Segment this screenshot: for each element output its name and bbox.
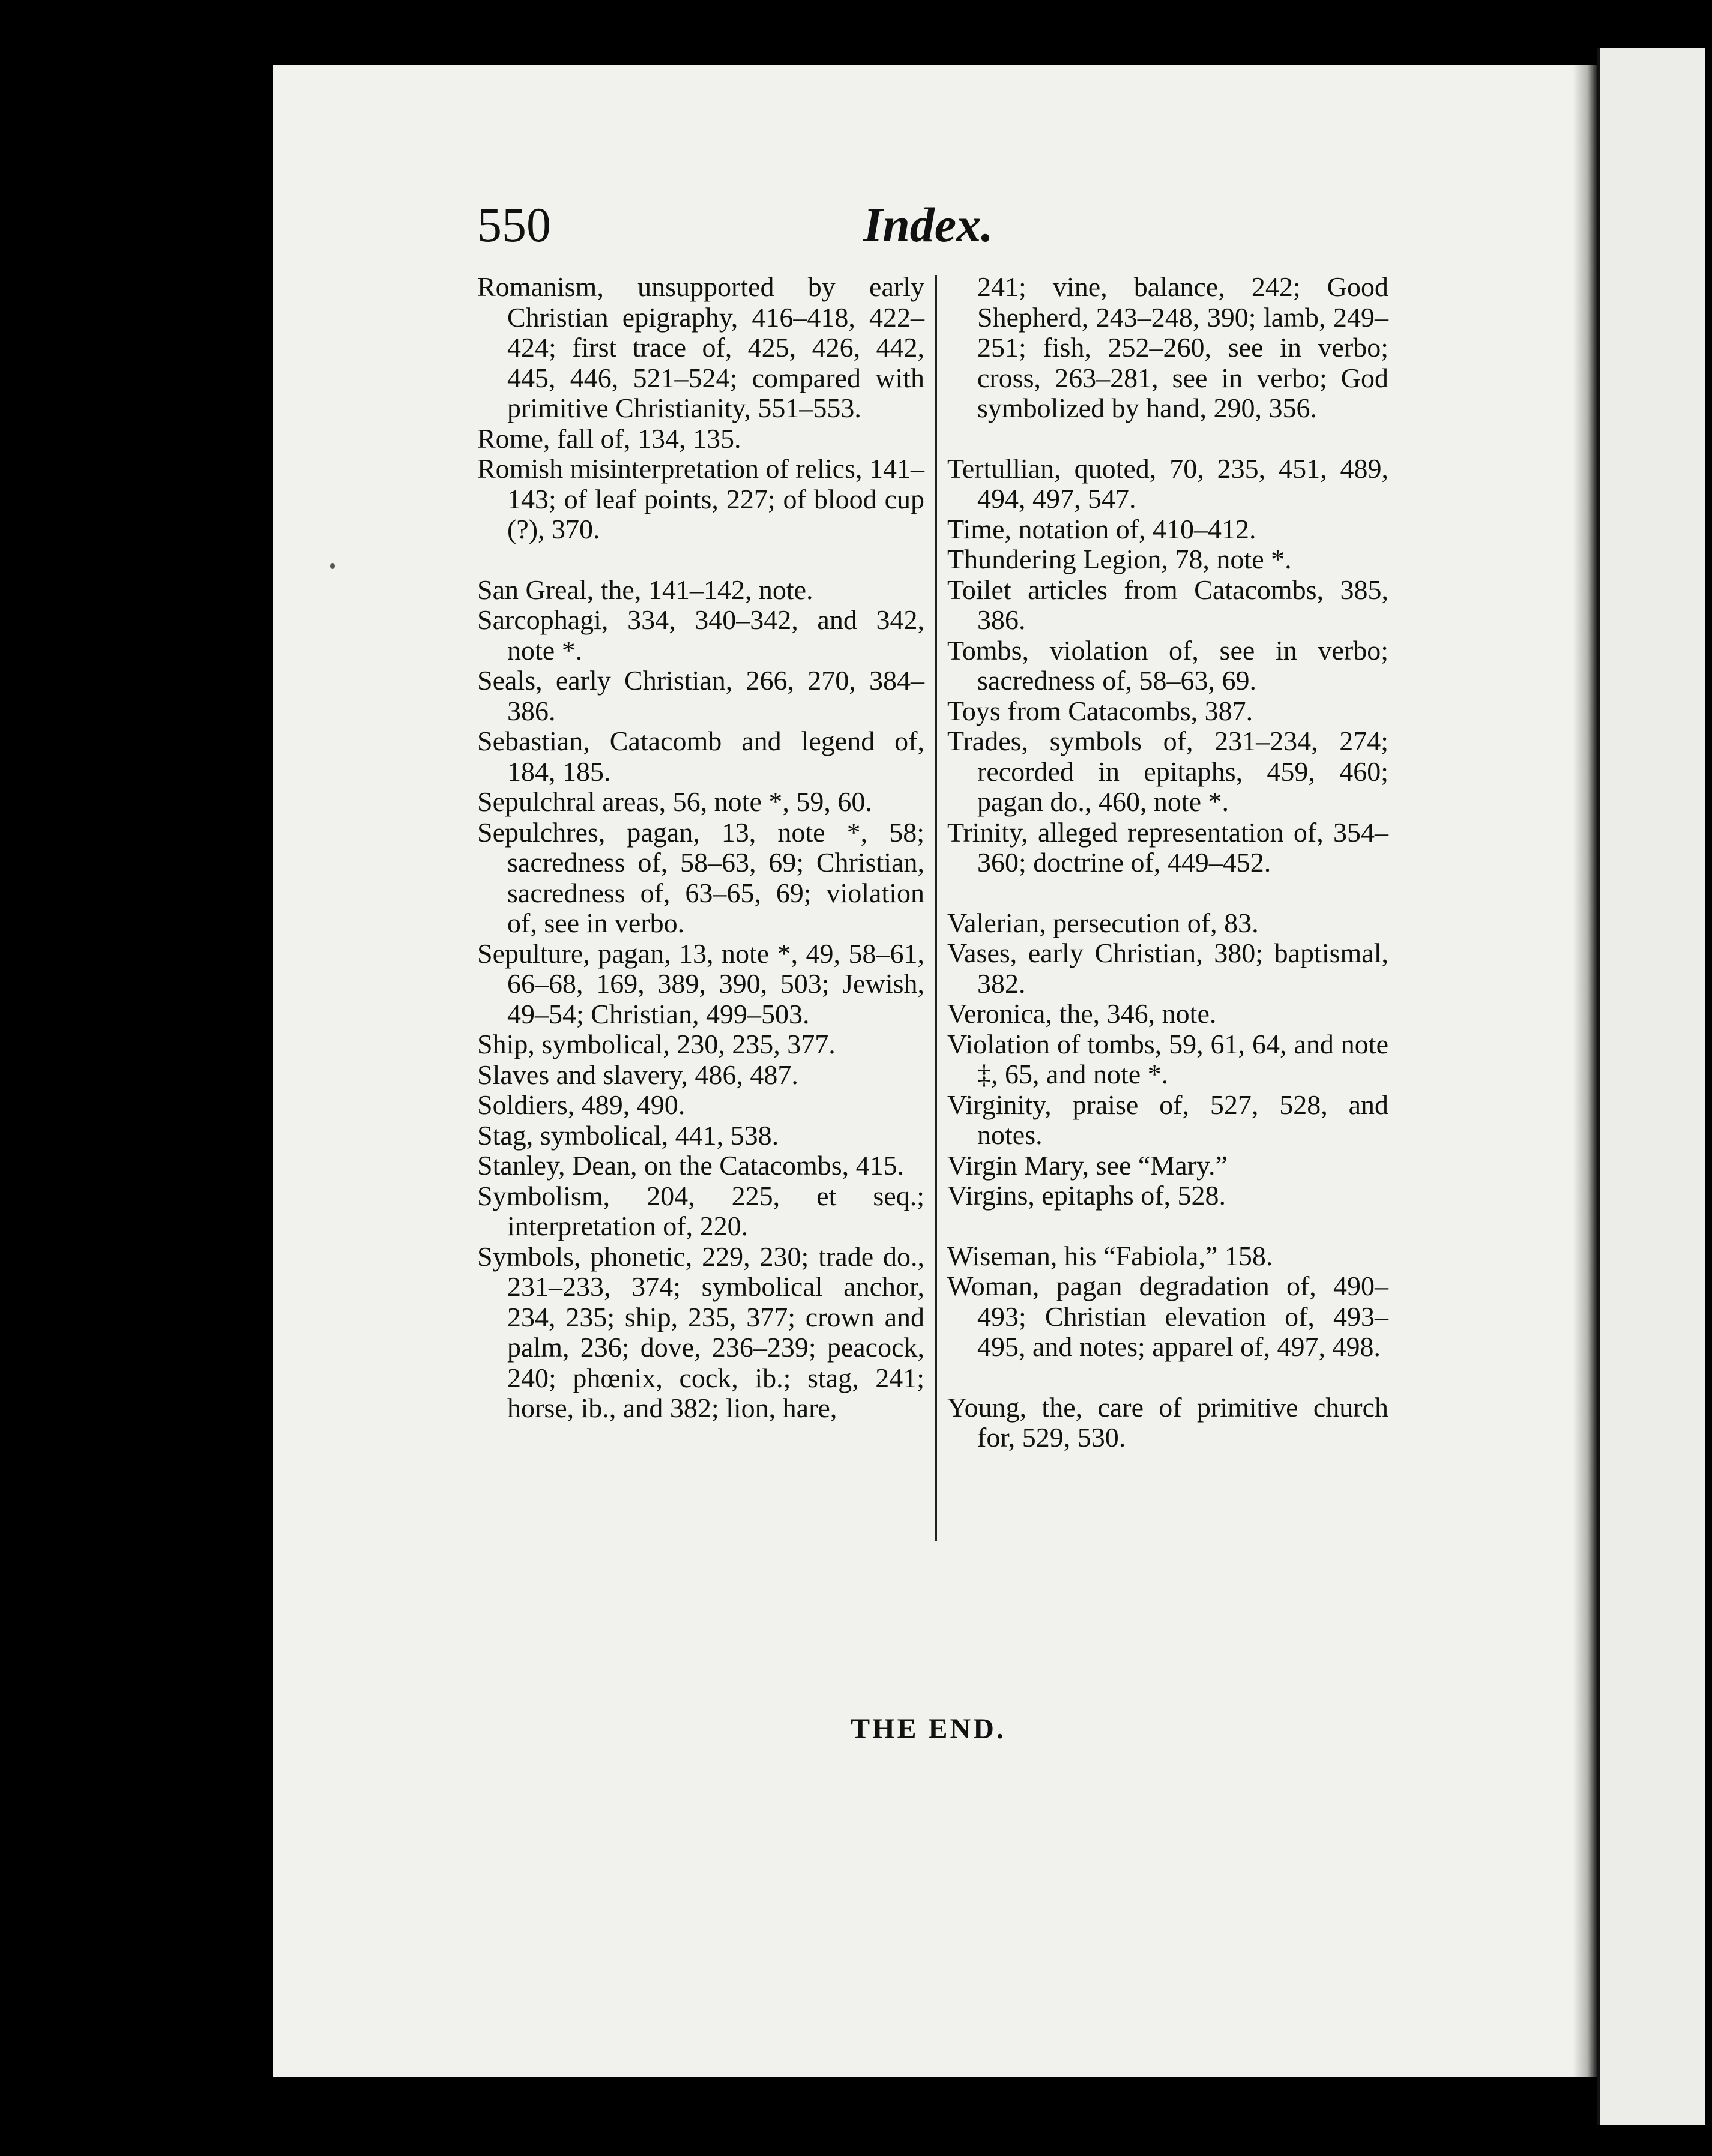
section-gap <box>947 878 1388 908</box>
index-entry: Woman, pagan degradation of, 490–493; Christian elevation of, 493–495, and notes; apparel of, 497, 498. <box>947 1271 1388 1362</box>
index-entry: Rome, fall of, 134, 135. <box>477 423 741 454</box>
index-entry: Vases, early Christian, 380; baptismal, 382. <box>947 938 1388 999</box>
index-entry: Soldiers, 489, 490. <box>477 1089 686 1120</box>
index-entry: Sarcophagi, 334, 340–342, and 342, note *. <box>477 604 924 666</box>
index-entry: Sepulture, pagan, 13, note *, 49, 58–61, 66–68, 169, 389, 390, 503; Jewish, 49–54; Christian, 499–503. <box>477 938 924 1029</box>
index-entry: Sebastian, Catacomb and legend of, 184, 185. <box>477 726 924 787</box>
index-entry: Wiseman, his “Fabiola,” 158. <box>947 1240 1273 1271</box>
index-entry: Violation of tombs, 59, 61, 64, and note ‡, 65, and note *. <box>947 1028 1388 1089</box>
section-gap <box>477 545 924 575</box>
index-entry-continuation: 241; vine, balance, 242; Good Shepherd, 243–248, 390; lamb, 249–251; fish, 252–260, see in verbo; cross, 263–281, see in verbo; God symbolized by hand, 290, 356. <box>977 271 1388 423</box>
section-gap <box>947 1211 1388 1241</box>
index-column-left <box>477 272 924 1424</box>
index-entry: Stag, symbolical, 441, 538. <box>477 1119 779 1151</box>
running-title: Index. <box>863 197 993 252</box>
index-entry: Sepulchral areas, 56, note *, 59, 60. <box>477 786 872 817</box>
book-page <box>273 65 1584 2077</box>
the-end-label: THE END. <box>851 1713 1006 1745</box>
facing-page-edge <box>1597 48 1705 2125</box>
index-entry: Sepulchres, pagan, 13, note *, 58; sacredness of, 58–63, 69; Christian, sacredness of, 63–65, 69; violation of, see in verbo. <box>477 816 924 938</box>
index-entry: Romanism, unsupported by early Christian epigraphy, 416–418, 422–424; first trace of, 425, 426, 442, 445, 446, 521–524; compared with primitive Christianity, 551–553. <box>477 271 924 423</box>
index-entry: Seals, early Christian, 266, 270, 384–386. <box>477 665 924 726</box>
page-number: 550 <box>477 197 551 252</box>
page-gutter-shadow <box>1573 65 1597 2077</box>
index-entry: Symbolism, 204, 225, et seq.; interpretation of, 220. <box>477 1180 924 1241</box>
index-entry: Trinity, alleged representation of, 354–360; doctrine of, 449–452. <box>947 816 1388 878</box>
index-entry: Ship, symbolical, 230, 235, 377. <box>477 1029 836 1059</box>
index-entry: Toilet articles from Catacombs, 385, 386. <box>947 574 1388 635</box>
index-entry: Tertullian, quoted, 70, 235, 451, 489, 494, 497, 547. <box>947 453 1388 514</box>
index-entry: Toys from Catacombs, 387. <box>947 695 1253 726</box>
index-entry: Time, notation of, 410–412. <box>947 513 1256 544</box>
index-entry: Valerian, persecution of, 83. <box>947 907 1259 938</box>
index-entry: Young, the, care of primitive church for, 529, 530. <box>947 1391 1388 1453</box>
page-header <box>273 197 1584 257</box>
index-entry: Romish misinterpretation of relics, 141–143; of leaf points, 227; of blood cup (?), 370. <box>477 453 924 544</box>
section-gap <box>947 424 1388 454</box>
index-entry: San Greal, the, 141–142, note. <box>477 574 813 605</box>
section-gap <box>947 1363 1388 1393</box>
index-entry: Tombs, violation of, see in verbo; sacredness of, 58–63, 69. <box>947 634 1388 696</box>
index-entry: Virgins, epitaphs of, 528. <box>947 1180 1226 1211</box>
index-entry: Veronica, the, 346, note. <box>947 998 1217 1029</box>
index-entry: Virginity, praise of, 527, 528, and notes. <box>947 1089 1388 1150</box>
index-column-right <box>947 272 1388 1453</box>
index-entry: Stanley, Dean, on the Catacombs, 415. <box>477 1150 905 1181</box>
index-entry: Virgin Mary, see “Mary.” <box>947 1149 1228 1181</box>
page-blemish <box>330 563 335 569</box>
column-divider <box>935 275 937 1541</box>
index-entry: Symbols, phonetic, 229, 230; trade do., 231–233, 374; symbolical anchor, 234, 235; ship, 235, 377; crown and palm, 236; dove, 236–239; peacock, 240; phœnix, cock, ib.; stag, 241; horse, ib., and 382; lion, hare, <box>477 1241 924 1423</box>
index-entry: Trades, symbols of, 231–234, 274; recorded in epitaphs, 459, 460; pagan do., 460, note *. <box>947 726 1388 817</box>
index-entry: Thundering Legion, 78, note *. <box>947 544 1292 574</box>
index-entry: Slaves and slavery, 486, 487. <box>477 1059 798 1090</box>
